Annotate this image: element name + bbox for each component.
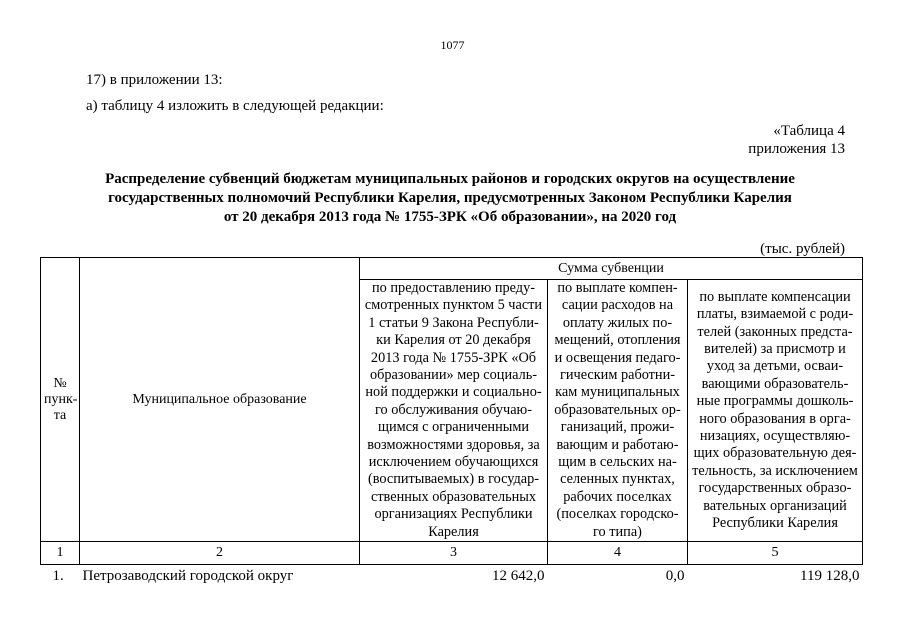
title-line-2: государственных полномочий Республики Карелия, предусмотренных Законом Республики Карелия [108, 190, 792, 206]
col-header-number [41, 258, 80, 542]
col3-line: щимся с ограниченными [377, 419, 530, 436]
group-header-subsidy-sum: Сумма субвенции [360, 258, 863, 280]
col3-line: ной поддержки и социально- [365, 384, 542, 401]
col3-line: Карелия [428, 523, 479, 540]
col3-line: смотренных пунктом 5 части [364, 297, 543, 314]
col5-line: государственных образо- [698, 480, 852, 497]
col3-line: образовании» мер социаль- [369, 367, 537, 384]
intro-line-2: а) таблицу 4 изложить в следующей редакции: [86, 98, 384, 114]
col5-line: по выплате компенсации [699, 288, 851, 305]
table-caption-line-2: приложения 13 [748, 141, 845, 157]
col3-line: организациях Республики [374, 506, 533, 523]
document-title [70, 170, 830, 227]
column-number-row [41, 542, 863, 565]
page-number: 1077 [440, 38, 465, 52]
column-number-1: 1 [41, 542, 80, 565]
col4-line: ганизаций, прожи- [560, 419, 675, 436]
col3-line: 2013 года № 1755-ЗРК «Об [370, 349, 537, 366]
col-header-3 [360, 280, 548, 542]
col-header-municipality: Муниципальное образование [80, 258, 360, 542]
col4-line: селенных пунктах, [560, 471, 675, 488]
col-header-4 [548, 280, 688, 542]
col4-line: щим в сельских на- [558, 454, 677, 471]
col5-line: уход за детьми, осваи- [706, 358, 844, 375]
col-header-number-l3: та [53, 407, 67, 423]
row-number: 1. [52, 567, 64, 584]
col4-line: го типа) [593, 523, 642, 540]
column-number-2: 2 [80, 542, 360, 565]
col-header-number-l2: пунк- [44, 391, 78, 407]
col5-line: телей (законных предста- [697, 323, 853, 340]
col5-line: Республики Карелия [712, 514, 838, 531]
row-municipality: Петрозаводский городской округ [82, 567, 294, 584]
col-header-5 [688, 280, 863, 542]
col5-line: ного образования в орга- [699, 410, 851, 427]
col3-line: ственных образовательных [370, 488, 537, 505]
col4-line: вающим и работаю- [556, 436, 679, 453]
row-value-col5: 119 128,0 [800, 567, 860, 584]
col4-line: сации расходов на [561, 297, 674, 314]
col3-line: го обслуживания обучаю- [375, 401, 532, 418]
column-number-4: 4 [548, 542, 688, 565]
column-number-5: 5 [688, 542, 863, 565]
col5-line: низациях, осуществляю- [699, 427, 851, 444]
col4-line: мещений, отопления [554, 332, 681, 349]
col4-line: гическим работни- [559, 367, 675, 384]
col4-line: по выплате компен- [557, 280, 678, 296]
intro-line-1: 17) в приложении 13: [86, 72, 223, 88]
col5-line: щих образовательную дея- [693, 445, 857, 462]
col5-line: ные программы дошколь- [696, 393, 854, 410]
col3-line: возможностями здоровья, за [367, 436, 540, 453]
subsidy-table [40, 257, 863, 587]
col3-line: по предоставлению преду- [372, 280, 535, 296]
column-number-3: 3 [360, 542, 548, 565]
col4-line: кам муниципальных [555, 384, 680, 401]
row-value-col3: 12 642,0 [492, 567, 545, 584]
col-header-number-l1: № [53, 375, 67, 391]
col4-line: рабочих поселках [563, 488, 672, 505]
col3-line: ки Карелия от 20 декабря [376, 332, 531, 349]
col4-line: оплату жилых по- [562, 314, 673, 331]
col5-line: платы, взимаемой с роди- [696, 306, 854, 323]
col4-line: и освещения педаго- [554, 349, 681, 366]
col5-line: вителей) за присмотр и [704, 340, 846, 357]
row-value-col4: 0,0 [665, 567, 685, 584]
col4-line: образовательных ор- [554, 401, 681, 418]
table-row [41, 565, 863, 588]
table-caption-line-1: «Таблица 4 [773, 123, 845, 139]
col3-line: исключением обучающихся [368, 454, 539, 471]
title-line-3: от 20 декабря 2013 года № 1755-ЗРК «Об образовании», на 2020 год [223, 209, 677, 225]
units-label: (тыс. рублей) [760, 241, 845, 257]
col4-line: (поселках городско- [556, 506, 679, 523]
col5-line: вающими образователь- [701, 375, 849, 392]
col3-line: (воспитываемых) в государ- [367, 471, 540, 488]
col3-line: 1 статьи 9 Закона Республи- [368, 314, 539, 331]
title-line-1: Распределение субвенций бюджетам муниципальных районов и городских округов на осуществление [105, 171, 795, 187]
col5-line: вательных организаций [703, 497, 847, 514]
col5-line: тельность, за исключением [692, 462, 858, 479]
